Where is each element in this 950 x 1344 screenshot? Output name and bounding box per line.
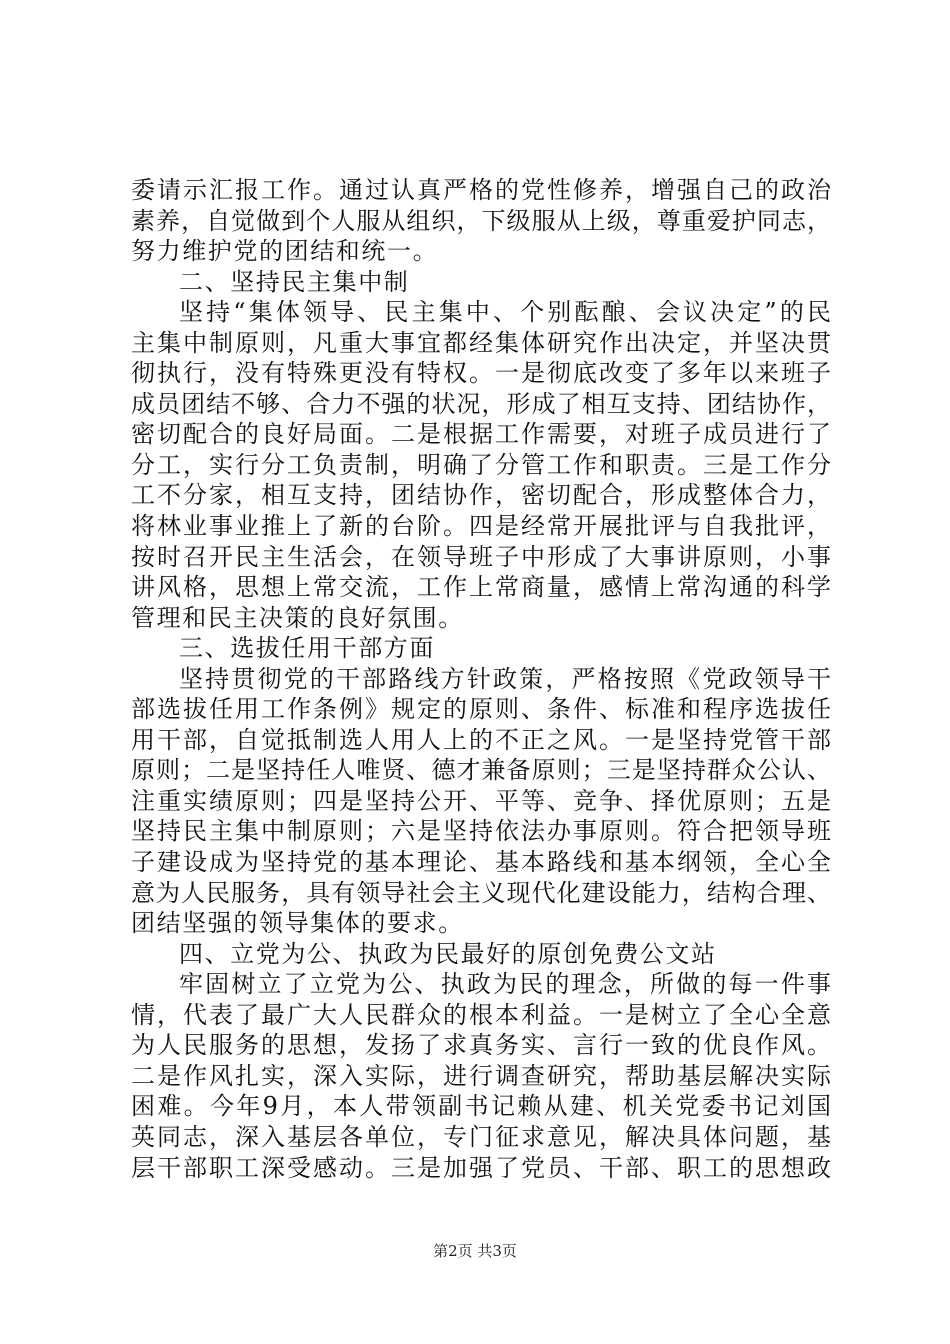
page-footer <box>0 1240 950 1261</box>
text-line: 用干部，自觉抵制选人用人上的不正之风。一是坚持党管干部 <box>131 725 831 754</box>
text-line: 坚持“集体领导、民主集中、个别酝酿、会议决定”的民 <box>179 298 831 327</box>
document-body <box>131 175 831 1183</box>
text-line: 原则；二是坚持任人唯贤、德才兼备原则；三是坚持群众公认、 <box>131 756 831 785</box>
text-line: 子建设成为坚持党的基本理论、基本路线和基本纲领，全心全 <box>131 848 831 877</box>
text-line: 成员团结不够、合力不强的状况，形成了相互支持、团结协作， <box>131 389 831 418</box>
text-line: 二、坚持民主集中制 <box>179 267 410 296</box>
text-line: 层干部职工深受感动。三是加强了党员、干部、职工的思想政 <box>131 1153 831 1182</box>
text-line: 英同志，深入基层各单位，专门征求意见，解决具体问题，基 <box>131 1122 831 1151</box>
text-line: 讲风格，思想上常交流，工作上常商量，感情上常沟通的科学 <box>131 573 831 602</box>
text-line: 素养，自觉做到个人服从组织，下级服从上级，尊重爱护同志， <box>131 206 831 235</box>
text-line: 委请示汇报工作。通过认真严格的党性修养，增强自己的政治 <box>131 176 831 204</box>
text-line: 密切配合的良好局面。二是根据工作需要，对班子成员进行了 <box>131 420 831 449</box>
text-line: 按时召开民主生活会，在领导班子中形成了大事讲原则，小事 <box>131 542 831 571</box>
text-line: 坚持民主集中制原则；六是坚持依法办事原则。符合把领导班 <box>131 817 831 846</box>
text-line: 部选拔任用工作条例》规定的原则、条件、标准和程序选拔任 <box>131 695 831 724</box>
text-line: 意为人民服务，具有领导社会主义现代化建设能力，结构合理、 <box>131 878 831 907</box>
text-line: 牢固树立了立党为公、执政为民的理念，所做的每一件事 <box>179 970 831 999</box>
text-line: 困难。今年9月，本人带领副书记赖从建、机关党委书记刘国 <box>131 1092 831 1121</box>
text-line: 努力维护党的团结和统一。 <box>131 237 439 266</box>
text-line: 三、选拔任用干部方面 <box>179 634 435 663</box>
text-line: 分工，实行分工负责制，明确了分管工作和职责。三是工作分 <box>131 450 831 479</box>
text-line: 二是作风扎实，深入实际，进行调查研究，帮助基层解决实际 <box>131 1061 831 1090</box>
text-line: 四、立党为公、执政为民最好的原创免费公文站 <box>179 939 717 968</box>
text-line: 情，代表了最广大人民群众的根本利益。一是树立了全心全意 <box>131 1000 831 1029</box>
text-line: 团结坚强的领导集体的要求。 <box>131 909 464 938</box>
text-line: 坚持贯彻党的干部路线方针政策，严格按照《党政领导干 <box>179 664 831 693</box>
text-line: 管理和民主决策的良好氛围。 <box>131 603 464 632</box>
text-line: 主集中制原则，凡重大事宜都经集体研究作出决定，并坚决贯 <box>131 328 831 357</box>
text-line: 工不分家，相互支持，团结协作，密切配合，形成整体合力， <box>131 481 831 510</box>
text-line: 为人民服务的思想，发扬了求真务实、言行一致的优良作风。 <box>131 1031 831 1060</box>
text-line: 将林业事业推上了新的台阶。四是经常开展批评与自我批评， <box>131 512 831 541</box>
text-line: 注重实绩原则；四是坚持公开、平等、竞争、择优原则；五是 <box>131 786 831 815</box>
text-line: 彻执行，没有特殊更没有特权。一是彻底改变了多年以来班子 <box>131 359 831 388</box>
page-number-label: 第2页 共3页 <box>433 1242 517 1260</box>
